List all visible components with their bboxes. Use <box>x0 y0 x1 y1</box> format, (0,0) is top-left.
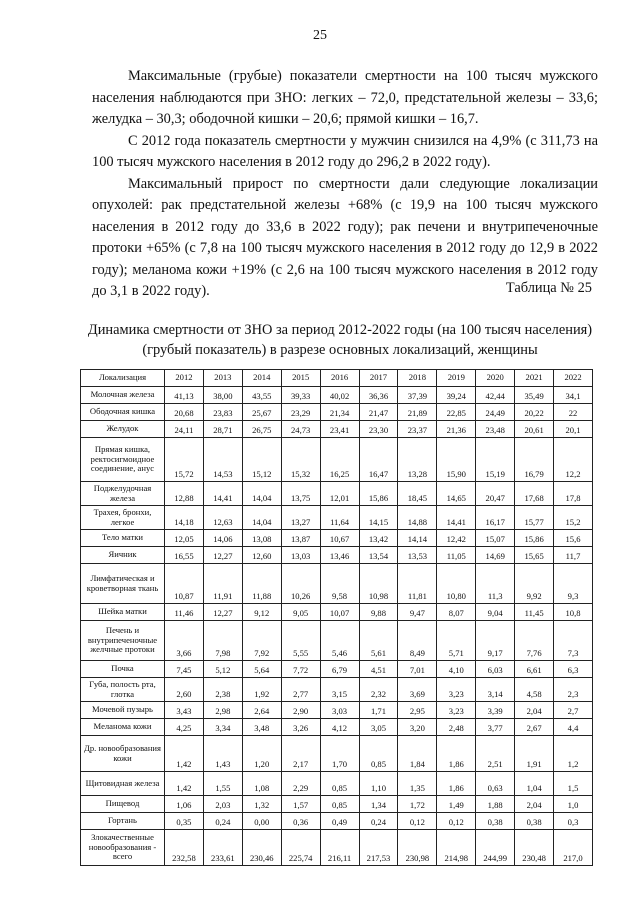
table-header-row <box>81 370 593 387</box>
paragraph: Максимальные (грубые) показатели смертности на 100 тысяч мужского населения наблюдаются при ЗНО: легких – 72,0, предстательной железы – 33,6; желудка – 30,3; ободочной кишки – 20,6; прямой кишки – 16,7. <box>92 68 598 127</box>
table-cell: 36,36 <box>359 387 398 404</box>
table-row <box>81 702 593 719</box>
table-cell: 13,46 <box>320 547 359 564</box>
table-cell: 1,84 <box>398 736 437 772</box>
table-cell: 0,12 <box>437 813 476 830</box>
table-cell: 34,1 <box>554 387 593 404</box>
table-cell: 2,90 <box>281 702 320 719</box>
table-cell: 40,02 <box>320 387 359 404</box>
column-header-year: 2022 <box>554 370 593 387</box>
table-cell: 1,49 <box>437 796 476 813</box>
table-cell: 3,14 <box>476 678 515 702</box>
table-cell: 20,68 <box>165 404 204 421</box>
table-cell: 14,41 <box>437 506 476 530</box>
mortality-table <box>80 369 593 866</box>
row-localization: Ободочная кишка <box>81 404 165 421</box>
table-cell: 13,08 <box>242 530 281 547</box>
table-cell: 233,61 <box>203 830 242 866</box>
table-cell: 15,2 <box>554 506 593 530</box>
table-cell: 23,48 <box>476 421 515 438</box>
table-row <box>81 678 593 702</box>
table-cell: 14,18 <box>165 506 204 530</box>
table-cell: 9,3 <box>554 564 593 604</box>
table-cell: 23,41 <box>320 421 359 438</box>
table-cell: 1,55 <box>203 772 242 796</box>
table-cell: 11,91 <box>203 564 242 604</box>
table-cell: 3,23 <box>437 678 476 702</box>
table-cell: 10,80 <box>437 564 476 604</box>
table-cell: 24,49 <box>476 404 515 421</box>
table-cell: 2,77 <box>281 678 320 702</box>
table-cell: 2,38 <box>203 678 242 702</box>
table-cell: 15,90 <box>437 438 476 482</box>
table-cell: 13,27 <box>281 506 320 530</box>
table-cell: 12,60 <box>242 547 281 564</box>
table-cell: 2,60 <box>165 678 204 702</box>
table-row <box>81 661 593 678</box>
paragraph: С 2012 года показатель смертности у мужчин снизился на 4,9% (с 311,73 на 100 тысяч мужского населения в 2012 году до 296,2 в 2022 году). <box>92 132 598 170</box>
table-cell: 3,77 <box>476 719 515 736</box>
page-number: 25 <box>313 28 327 43</box>
table-cell: 0,24 <box>203 813 242 830</box>
table-cell: 21,47 <box>359 404 398 421</box>
table-row <box>81 482 593 506</box>
table-cell: 1,88 <box>476 796 515 813</box>
table-cell: 12,01 <box>320 482 359 506</box>
table-cell: 1,42 <box>165 772 204 796</box>
table-cell: 41,13 <box>165 387 204 404</box>
table-cell: 1,10 <box>359 772 398 796</box>
table-cell: 11,81 <box>398 564 437 604</box>
table-cell: 9,58 <box>320 564 359 604</box>
row-localization: Тело матки <box>81 530 165 547</box>
table-cell: 14,15 <box>359 506 398 530</box>
table-cell: 4,10 <box>437 661 476 678</box>
table-cell: 11,7 <box>554 547 593 564</box>
table-cell: 17,8 <box>554 482 593 506</box>
table-cell: 20,1 <box>554 421 593 438</box>
table-cell: 23,29 <box>281 404 320 421</box>
table-cell: 2,64 <box>242 702 281 719</box>
table-cell: 3,34 <box>203 719 242 736</box>
table-cell: 1,08 <box>242 772 281 796</box>
table-cell: 3,03 <box>320 702 359 719</box>
table-cell: 21,34 <box>320 404 359 421</box>
table-cell: 14,06 <box>203 530 242 547</box>
table-row <box>81 736 593 772</box>
table-cell: 9,47 <box>398 604 437 621</box>
table-row <box>81 813 593 830</box>
table-cell: 11,05 <box>437 547 476 564</box>
table-cell: 16,17 <box>476 506 515 530</box>
column-header-year: 2014 <box>242 370 281 387</box>
table-cell: 3,20 <box>398 719 437 736</box>
column-header-year: 2012 <box>165 370 204 387</box>
table-cell: 9,05 <box>281 604 320 621</box>
row-localization: Мочевой пузырь <box>81 702 165 719</box>
table-cell: 1,86 <box>437 736 476 772</box>
table-row <box>81 438 593 482</box>
table-body <box>81 387 593 866</box>
table-cell: 0,49 <box>320 813 359 830</box>
table-row <box>81 547 593 564</box>
row-localization: Щитовидная железа <box>81 772 165 796</box>
table-cell: 39,24 <box>437 387 476 404</box>
table-cell: 22,85 <box>437 404 476 421</box>
table-row <box>81 719 593 736</box>
table-cell: 3,48 <box>242 719 281 736</box>
table-cell: 230,48 <box>515 830 554 866</box>
table-cell: 4,58 <box>515 678 554 702</box>
table-cell: 216,11 <box>320 830 359 866</box>
row-localization: Яичник <box>81 547 165 564</box>
table-cell: 10,26 <box>281 564 320 604</box>
table-cell: 5,55 <box>281 621 320 661</box>
row-localization: Трахея, бронхи, легкое <box>81 506 165 530</box>
table-cell: 1,92 <box>242 678 281 702</box>
table-cell: 2,3 <box>554 678 593 702</box>
table-cell: 0,35 <box>165 813 204 830</box>
table-cell: 1,35 <box>398 772 437 796</box>
row-localization: Лимфатическая и кроветворная ткань <box>81 564 165 604</box>
table-cell: 39,33 <box>281 387 320 404</box>
table-cell: 18,45 <box>398 482 437 506</box>
table-cell: 13,53 <box>398 547 437 564</box>
table-cell: 0,38 <box>476 813 515 830</box>
table-cell: 14,14 <box>398 530 437 547</box>
table-cell: 23,83 <box>203 404 242 421</box>
table-cell: 3,26 <box>281 719 320 736</box>
table-cell: 0,63 <box>476 772 515 796</box>
row-localization: Злокачественные новообразования - всего <box>81 830 165 866</box>
table-cell: 15,19 <box>476 438 515 482</box>
table-row <box>81 404 593 421</box>
table-cell: 38,00 <box>203 387 242 404</box>
column-header-year: 2021 <box>515 370 554 387</box>
table-cell: 1,0 <box>554 796 593 813</box>
table-cell: 12,63 <box>203 506 242 530</box>
table-cell: 8,49 <box>398 621 437 661</box>
table-cell: 37,39 <box>398 387 437 404</box>
table-cell: 7,3 <box>554 621 593 661</box>
table-cell: 1,42 <box>165 736 204 772</box>
table-cell: 15,86 <box>515 530 554 547</box>
table-cell: 13,42 <box>359 530 398 547</box>
table-cell: 6,61 <box>515 661 554 678</box>
table-cell: 25,67 <box>242 404 281 421</box>
table-cell: 0,85 <box>359 736 398 772</box>
table-cell: 23,37 <box>398 421 437 438</box>
table-cell: 5,46 <box>320 621 359 661</box>
table-cell: 1,57 <box>281 796 320 813</box>
column-header-localization: Локализация <box>81 370 165 387</box>
table-cell: 12,88 <box>165 482 204 506</box>
table-cell: 14,88 <box>398 506 437 530</box>
table-cell: 2,98 <box>203 702 242 719</box>
table-row <box>81 564 593 604</box>
table-row <box>81 506 593 530</box>
table-cell: 232,58 <box>165 830 204 866</box>
table-cell: 5,12 <box>203 661 242 678</box>
table-cell: 230,98 <box>398 830 437 866</box>
table-cell: 1,72 <box>398 796 437 813</box>
row-localization: Гортань <box>81 813 165 830</box>
table-cell: 1,70 <box>320 736 359 772</box>
table-cell: 5,61 <box>359 621 398 661</box>
table-cell: 10,8 <box>554 604 593 621</box>
table-cell: 11,45 <box>515 604 554 621</box>
table-cell: 2,51 <box>476 736 515 772</box>
table-cell: 217,53 <box>359 830 398 866</box>
table-cell: 43,55 <box>242 387 281 404</box>
table-cell: 0,12 <box>398 813 437 830</box>
table-cell: 14,53 <box>203 438 242 482</box>
table-cell: 6,3 <box>554 661 593 678</box>
table-cell: 3,39 <box>476 702 515 719</box>
table-cell: 15,07 <box>476 530 515 547</box>
column-header-year: 2018 <box>398 370 437 387</box>
table-cell: 4,51 <box>359 661 398 678</box>
table-cell: 23,30 <box>359 421 398 438</box>
table-cell: 3,23 <box>437 702 476 719</box>
table-cell: 14,41 <box>203 482 242 506</box>
table-cell: 21,36 <box>437 421 476 438</box>
table-cell: 11,46 <box>165 604 204 621</box>
table-row <box>81 621 593 661</box>
table-cell: 13,28 <box>398 438 437 482</box>
table-cell: 7,98 <box>203 621 242 661</box>
table-cell: 4,4 <box>554 719 593 736</box>
table-cell: 12,27 <box>203 547 242 564</box>
table-cell: 0,38 <box>515 813 554 830</box>
table-cell: 11,3 <box>476 564 515 604</box>
table-cell: 10,87 <box>165 564 204 604</box>
table-cell: 0,00 <box>242 813 281 830</box>
body-text <box>92 66 598 303</box>
table-cell: 12,05 <box>165 530 204 547</box>
table-cell: 3,66 <box>165 621 204 661</box>
table-cell: 12,42 <box>437 530 476 547</box>
table-cell: 1,71 <box>359 702 398 719</box>
table-cell: 2,04 <box>515 796 554 813</box>
table-cell: 9,88 <box>359 604 398 621</box>
table-cell: 3,43 <box>165 702 204 719</box>
table-cell: 7,45 <box>165 661 204 678</box>
table-cell: 1,04 <box>515 772 554 796</box>
table-cell: 35,49 <box>515 387 554 404</box>
table-cell: 230,46 <box>242 830 281 866</box>
table-cell: 2,04 <box>515 702 554 719</box>
table-cell: 15,86 <box>359 482 398 506</box>
column-header-year: 2020 <box>476 370 515 387</box>
table-cell: 3,15 <box>320 678 359 702</box>
row-localization: Губа, полость рта, глотка <box>81 678 165 702</box>
row-localization: Меланома кожи <box>81 719 165 736</box>
table-cell: 20,22 <box>515 404 554 421</box>
table-cell: 16,25 <box>320 438 359 482</box>
table-row <box>81 830 593 866</box>
table-cell: 26,75 <box>242 421 281 438</box>
table-cell: 9,12 <box>242 604 281 621</box>
table-cell: 16,79 <box>515 438 554 482</box>
table-cell: 0,3 <box>554 813 593 830</box>
table-cell: 11,64 <box>320 506 359 530</box>
table-cell: 8,07 <box>437 604 476 621</box>
table-cell: 24,11 <box>165 421 204 438</box>
table-cell: 7,01 <box>398 661 437 678</box>
table-cell: 22 <box>554 404 593 421</box>
column-header-year: 2017 <box>359 370 398 387</box>
table-cell: 13,87 <box>281 530 320 547</box>
table-cell: 20,47 <box>476 482 515 506</box>
row-localization: Поджелудочная железа <box>81 482 165 506</box>
table-cell: 2,95 <box>398 702 437 719</box>
table-row <box>81 772 593 796</box>
table-cell: 7,92 <box>242 621 281 661</box>
column-header-year: 2019 <box>437 370 476 387</box>
table-cell: 214,98 <box>437 830 476 866</box>
table-cell: 1,43 <box>203 736 242 772</box>
table-cell: 15,32 <box>281 438 320 482</box>
column-header-year: 2015 <box>281 370 320 387</box>
row-localization: Прямая кишка, ректосигмоидное соединение, анус <box>81 438 165 482</box>
table-cell: 6,03 <box>476 661 515 678</box>
table-row <box>81 796 593 813</box>
table-cell: 2,7 <box>554 702 593 719</box>
table-cell: 7,76 <box>515 621 554 661</box>
table-cell: 2,67 <box>515 719 554 736</box>
table-cell: 12,2 <box>554 438 593 482</box>
table-cell: 5,64 <box>242 661 281 678</box>
table-cell: 9,04 <box>476 604 515 621</box>
table-cell: 14,04 <box>242 506 281 530</box>
table-cell: 16,55 <box>165 547 204 564</box>
table-cell: 14,65 <box>437 482 476 506</box>
table-cell: 1,86 <box>437 772 476 796</box>
table-cell: 2,29 <box>281 772 320 796</box>
row-localization: Пищевод <box>81 796 165 813</box>
table-cell: 9,17 <box>476 621 515 661</box>
table-cell: 225,74 <box>281 830 320 866</box>
table-cell: 3,05 <box>359 719 398 736</box>
table-cell: 244,99 <box>476 830 515 866</box>
table-cell: 1,32 <box>242 796 281 813</box>
table-cell: 1,34 <box>359 796 398 813</box>
table-cell: 4,25 <box>165 719 204 736</box>
table-cell: 21,89 <box>398 404 437 421</box>
table-label: Таблица № 25 <box>505 280 592 296</box>
column-header-year: 2016 <box>320 370 359 387</box>
column-header-year: 2013 <box>203 370 242 387</box>
table-cell: 15,6 <box>554 530 593 547</box>
row-localization: Др. новообразования кожи <box>81 736 165 772</box>
table-cell: 3,69 <box>398 678 437 702</box>
table-cell: 1,06 <box>165 796 204 813</box>
table-cell: 10,07 <box>320 604 359 621</box>
table-cell: 2,32 <box>359 678 398 702</box>
table-cell: 1,20 <box>242 736 281 772</box>
table-cell: 24,73 <box>281 421 320 438</box>
table-row <box>81 387 593 404</box>
table-cell: 0,36 <box>281 813 320 830</box>
row-localization: Почка <box>81 661 165 678</box>
row-localization: Желудок <box>81 421 165 438</box>
table-cell: 10,67 <box>320 530 359 547</box>
row-localization: Молочная железа <box>81 387 165 404</box>
table-cell: 217,0 <box>554 830 593 866</box>
table-cell: 15,12 <box>242 438 281 482</box>
row-localization: Шейка матки <box>81 604 165 621</box>
table-row <box>81 421 593 438</box>
table-cell: 1,2 <box>554 736 593 772</box>
table-cell: 42,44 <box>476 387 515 404</box>
table-cell: 15,72 <box>165 438 204 482</box>
table-cell: 9,92 <box>515 564 554 604</box>
table-cell: 10,98 <box>359 564 398 604</box>
table-cell: 14,69 <box>476 547 515 564</box>
paragraph: Максимальный прирост по смертности дали следующие локализации опухолей: рак предстательной железы +68% (с 19,9 на 100 тысяч мужского населения в 2012 году до 33,6 в 2022 году); рак печени и внутрипеченочные протоки +65% (с 7,8 на 100 тысяч мужского населения в 2012 году до 12,9 в 2022 году); меланома кожи +19% (с 2,6 на 100 тысяч мужского населения в 2012 году до 3,1 в 2022 году). <box>92 175 598 299</box>
table-cell: 1,5 <box>554 772 593 796</box>
table-cell: 2,48 <box>437 719 476 736</box>
table-cell: 15,77 <box>515 506 554 530</box>
table-cell: 0,85 <box>320 772 359 796</box>
table-cell: 14,04 <box>242 482 281 506</box>
table-cell: 13,75 <box>281 482 320 506</box>
table-cell: 16,47 <box>359 438 398 482</box>
table-cell: 28,71 <box>203 421 242 438</box>
table-cell: 7,72 <box>281 661 320 678</box>
table-cell: 13,54 <box>359 547 398 564</box>
table-cell: 12,27 <box>203 604 242 621</box>
table-cell: 15,65 <box>515 547 554 564</box>
table-cell: 4,12 <box>320 719 359 736</box>
table-cell: 2,17 <box>281 736 320 772</box>
table-cell: 2,03 <box>203 796 242 813</box>
table-row <box>81 604 593 621</box>
table-cell: 20,61 <box>515 421 554 438</box>
table-cell: 6,79 <box>320 661 359 678</box>
table-cell: 11,88 <box>242 564 281 604</box>
table-cell: 1,91 <box>515 736 554 772</box>
table-cell: 0,85 <box>320 796 359 813</box>
table-row <box>81 530 593 547</box>
row-localization: Печень и внутрипеченочные желчные протоки <box>81 621 165 661</box>
table-cell: 17,68 <box>515 482 554 506</box>
table-cell: 0,24 <box>359 813 398 830</box>
table-caption: Динамика смертности от ЗНО за период 2012-2022 годы (на 100 тысяч населения) (грубый показатель) в разрезе основных локализаций, женщины <box>87 322 593 358</box>
table-cell: 13,03 <box>281 547 320 564</box>
table-cell: 5,71 <box>437 621 476 661</box>
